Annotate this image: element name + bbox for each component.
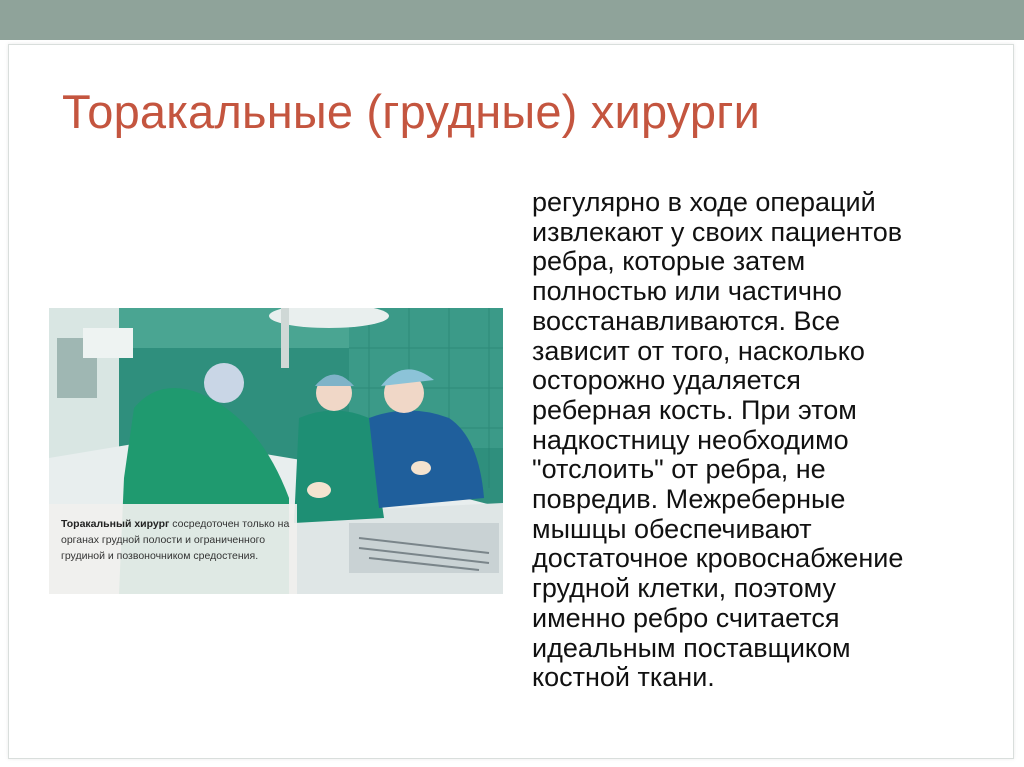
photo-caption-text: сосредоточен только на органах грудной полости и ограниченного грудиной и позвоночником средостения. [61, 518, 290, 562]
top-bar [0, 0, 1024, 40]
photo-caption-bold: Торакальный хирург [61, 518, 170, 530]
slide-title: Торакальные (грудные) хирурги [62, 85, 761, 138]
slide-body-text: регулярно в ходе операций извлекают у своих пациентов ребра, которые затем полностью или частично восстанавливаются. Все зависит от того, насколько осторожно удаляется реберная кость. При этом надкостницу необходимо "отслоить" от ребра, не повредив. Межреберные мышцы обеспечивают достаточное кровоснабжение грудной клетки, поэтому именно ребро считается идеальным поставщиком костной ткани. [532, 187, 904, 693]
surgery-photo [49, 308, 503, 594]
photo-caption [61, 516, 297, 564]
